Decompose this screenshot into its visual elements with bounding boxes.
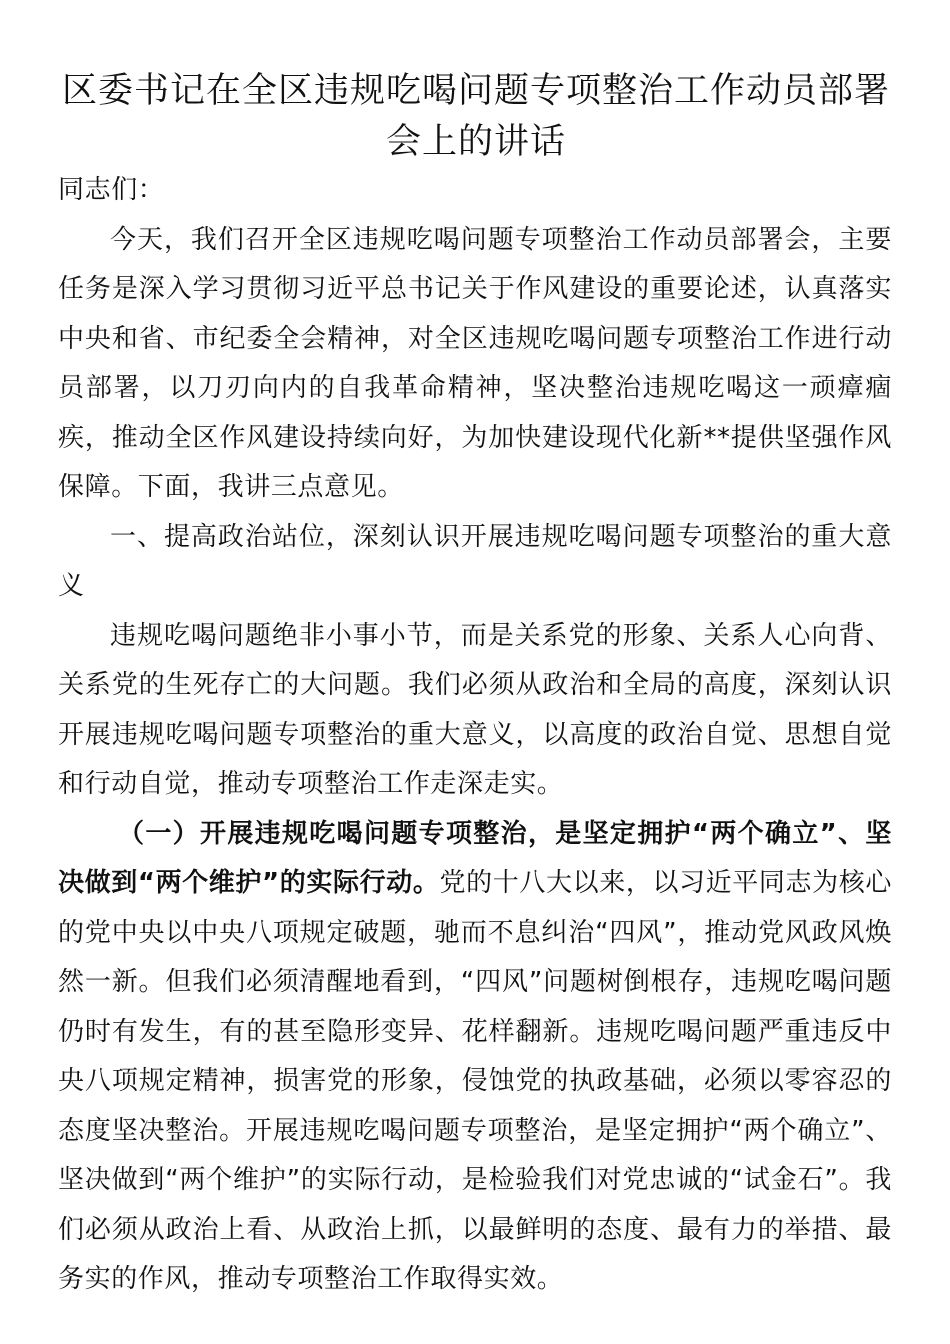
intro-paragraph: 今天，我们召开全区违规吃喝问题专项整治工作动员部署会，主要任务是深入学习贯彻习近平总书记关于作风建设的重要论述，认真落实中央和省、市纪委全会精神，对全区违规吃喝问题专项整治工作进行动员部署，以刀刃向内的自我革命精神，坚决整治违规吃喝这一顽瘴痼疾，推动全区作风建设持续向好，为加快建设现代化新**提供坚强作风保障。下面，我讲三点意见。: [58, 224, 892, 502]
document-title: 区委书记在全区违规吃喝问题专项整治工作动员部署会上的讲话: [61, 71, 890, 162]
subsection-1-heading: （一）开展违规吃喝问题专项整治，是坚定拥护“两个确立”、坚决做到“两个维护”的实际行动。: [58, 818, 892, 898]
subsection-1-paragraph: [58, 810, 892, 1305]
section-1-paragraph: 违规吃喝问题绝非小事小节，而是关系党的形象、关系人心向背、关系党的生死存亡的大问题。我们必须从政治和全局的高度，深刻认识开展违规吃喝问题专项整治的重大意义，以高度的政治自觉、思想自觉和行动自觉，推动专项整治工作走深走实。: [58, 620, 892, 799]
document-body: [58, 166, 892, 1305]
section-1-heading: 一、提高政治站位，深刻认识开展违规吃喝问题专项整治的重大意义: [58, 521, 892, 601]
subsection-1-body: 党的十八大以来，以习近平同志为核心的党中央以中央八项规定破题，驰而不息纠治“四风”，推动党风政风焕然一新。但我们必须清醒地看到，“四风”问题树倒根存，违规吃喝问题仍时有发生，有的甚至隐形变异、花样翻新。违规吃喝问题严重违反中央八项规定精神，损害党的形象，侵蚀党的执政基础，必须以零容忍的态度坚决整治。开展违规吃喝问题专项整治，是坚定拥护“两个确立”、坚决做到“两个维护”的实际行动，是检验我们对党忠诚的“试金石”。我们必须从政治上看、从政治上抓，以最鲜明的态度、最有力的举措、最务实的作风，推动专项整治工作取得实效。: [58, 868, 892, 1294]
salutation: 同志们：: [58, 175, 165, 205]
